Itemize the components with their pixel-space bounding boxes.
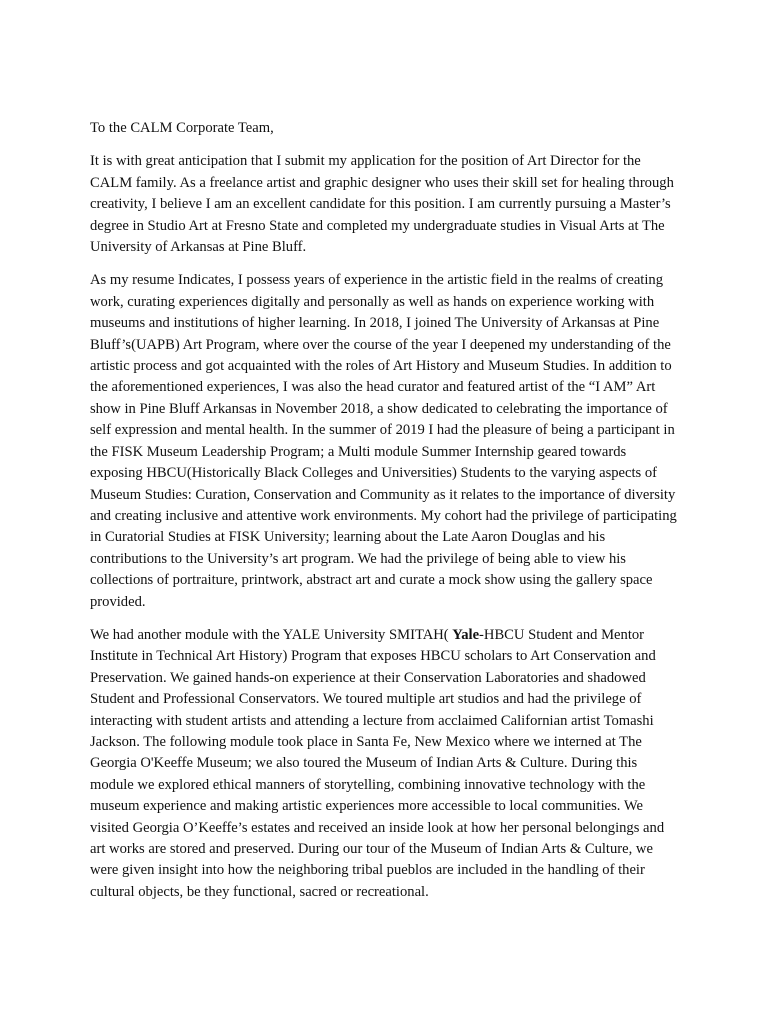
paragraph-yale-text-start: We had another module with the YALE University SMITAH( bbox=[90, 626, 453, 643]
yale-bold-text: Yale bbox=[452, 626, 480, 643]
letter-body bbox=[90, 118, 680, 915]
paragraph-experience: As my resume Indicates, I possess years of experience in the artistic field in the realms of creating work, curating experiences digitally and personally as well as hands on experience working with museums and institutions of higher learning. In 2018, I joined The University of Arkansas at Pine Bluff’s(UAPB) Art Program, where over the course of the year I deepened my understanding of the artistic process and got acquainted with the roles of Art History and Museum Studies. In addition to the aforementioned experiences, I was also the head curator and featured artist of the “I AM” Art show in Pine Bluff Arkansas in November 2018, a show dedicated to celebrating the importance of self expression and mental health. In the summer of 2019 I had the pleasure of being a participant in the FISK Museum Leadership Program; a Multi module Summer Internship geared towards exposing HBCU(Historically Black Colleges and Universities) Students to the varying aspects of Museum Studies: Curation, Conservation and Community as it relates to the importance of diversity and creating inclusive and attentive work environments. My cohort had the privilege of participating in Curatorial Studies at FISK University; learning about the Late Aaron Douglas and his contributions to the University’s art program. We had the privilege of being able to view his collections of portraiture, printwork, abstract art and curate a mock show using the gallery space provided. bbox=[90, 272, 677, 610]
paragraph-yale-text-rest: -HBCU Student and Mentor Institute in Technical Art History) Program that exposes HBCU scholars to Art Conservation and Preservation. We gained hands-on experience at their Conservation Laboratories and shadowed Student and Professional Conservators. We toured multiple art studios and had the privilege of interacting with student artists and attending a lecture from acclaimed Californian artist Tomashi Jackson. The following module took place in Santa Fe, New Mexico where we interned at The Georgia O'Keeffe Museum; we also toured the Museum of Indian Arts & Culture. During this module we explored ethical manners of storytelling, combining innovative technology with the museum experience and making artistic experiences more accessible to local communities. We visited Georgia O’Keeffe’s estates and received an inside look at how her personal belongings and art works are stored and preserved. During our tour of the Museum of Indian Arts & Culture, we were given insight into how the neighboring tribal pueblos are included in the handling of their cultural objects, be they functional, sacred or recreational. bbox=[90, 626, 665, 900]
paragraph-intro: It is with great anticipation that I submit my application for the position of Art Director for the CALM family. As a freelance artist and graphic designer who uses their skill set for healing through creativity, I believe I am an excellent candidate for this position. I am currently pursuing a Master’s degree in Studio Art at Fresno State and completed my undergraduate studies in Visual Arts at The University of Arkansas at Pine Bluff. bbox=[90, 153, 674, 256]
paragraph-yale-module bbox=[90, 625, 680, 903]
salutation: To the CALM Corporate Team, bbox=[90, 120, 274, 136]
